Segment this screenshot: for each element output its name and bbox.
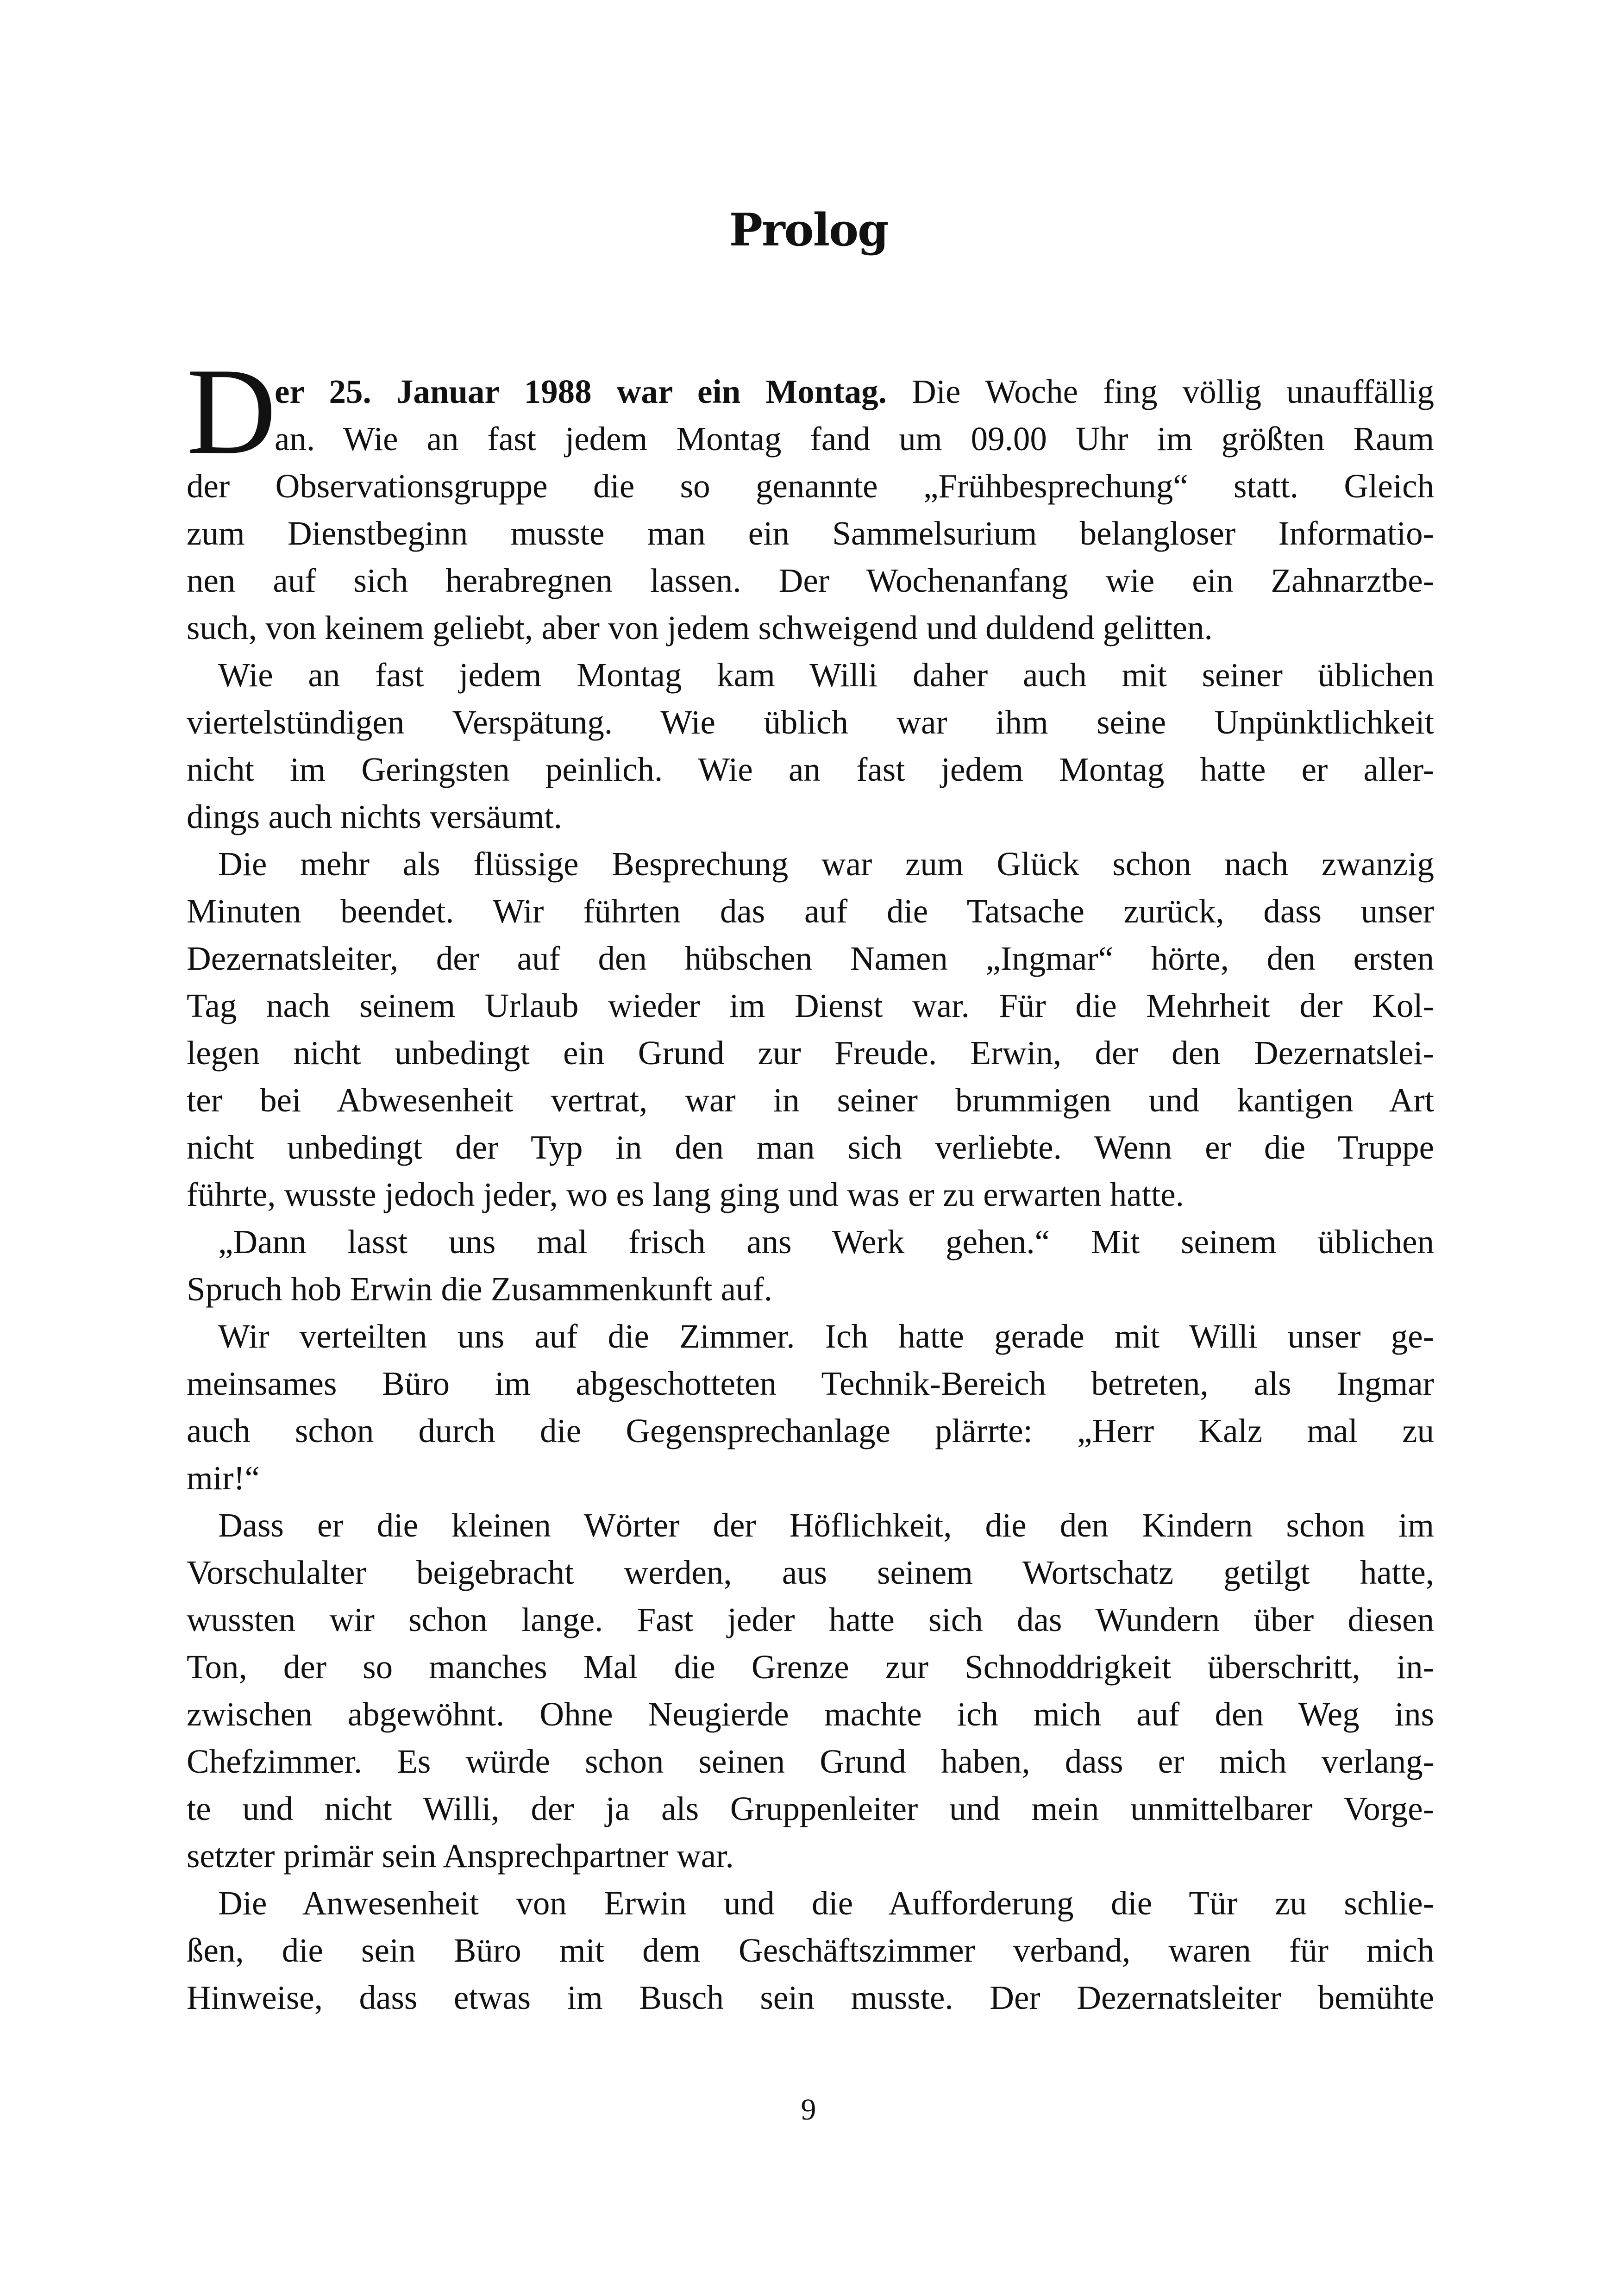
text-line: Ton, der so manches Mal die Grenze zur Schnoddrigkeit überschritt, in- xyxy=(187,1648,1434,1686)
text-line: „Dann lasst uns mal frisch ans Werk gehen.“ Mit seinem üblichen xyxy=(218,1223,1434,1261)
text-line: mir!“ xyxy=(187,1459,260,1497)
text-line: such, von keinem geliebt, aber von jedem schweigend und duldend gelitten. xyxy=(187,609,1213,646)
text-line: Minuten beendet. Wir führten das auf die Tatsache zurück, dass unser xyxy=(187,892,1434,930)
chapter-title: Prolog xyxy=(729,204,888,256)
text-line: ßen, die sein Büro mit dem Geschäftszimmer verband, waren für mich xyxy=(187,1932,1434,1969)
text-line: an. Wie an fast jedem Montag fand um 09.00 Uhr im größten Raum xyxy=(275,420,1434,458)
text-line: Dass er die kleinen Wörter der Höflichkeit, die den Kindern schon im xyxy=(218,1506,1434,1544)
text-line: dings auch nichts versäumt. xyxy=(187,798,562,835)
text-line: setzter primär sein Ansprechpartner war. xyxy=(187,1837,734,1875)
text-line: Vorschulalter beigebracht werden, aus seinem Wortschatz getilgt hatte, xyxy=(187,1554,1434,1591)
paragraph xyxy=(187,652,1434,841)
text-line: er 25. Januar 1988 war ein Montag. Die Woche fing völlig unauffällig xyxy=(275,373,1434,410)
text-line: zum Dienstbeginn musste man ein Sammelsurium belangloser Informatio- xyxy=(187,514,1434,552)
text-line: der Observationsgruppe die so genannte „Frühbesprechung“ statt. Gleich xyxy=(187,467,1434,505)
paragraph xyxy=(187,1880,1434,2021)
paragraph xyxy=(187,1313,1434,1502)
text-line: nicht im Geringsten peinlich. Wie an fast jedem Montag hatte er aller- xyxy=(187,751,1434,788)
text-line: Dezernatsleiter, der auf den hübschen Namen „Ingmar“ hörte, den ersten xyxy=(187,940,1434,977)
text-line: nen auf sich herabregnen lassen. Der Wochenanfang wie ein Zahnarztbe- xyxy=(187,562,1434,599)
text-line: legen nicht unbedingt ein Grund zur Freude. Erwin, der den Dezernatslei- xyxy=(187,1034,1434,1072)
drop-cap: D xyxy=(187,342,276,480)
text-line: Wie an fast jedem Montag kam Willi daher auch mit seiner üblichen xyxy=(218,656,1434,694)
text-line: zwischen abgewöhnt. Ohne Neugierde machte ich mich auf den Weg ins xyxy=(187,1695,1434,1733)
text-line: wussten wir schon lange. Fast jeder hatte sich das Wundern über diesen xyxy=(187,1601,1434,1638)
text-line: viertelstündigen Verspätung. Wie üblich war ihm seine Unpünktlichkeit xyxy=(187,703,1434,741)
text-line: ter bei Abwesenheit vertrat, war in seiner brummigen und kantigen Art xyxy=(187,1081,1434,1119)
paragraph xyxy=(187,1502,1434,1880)
text-line: te und nicht Willi, der ja als Gruppenleiter und mein unmittelbarer Vorge- xyxy=(187,1790,1434,1827)
text-line: führte, wusste jedoch jeder, wo es lang ging und was er zu erwarten hatte. xyxy=(187,1176,1184,1213)
text-line: Die mehr als flüssige Besprechung war zum Glück schon nach zwanzig xyxy=(218,845,1434,883)
paragraph xyxy=(187,841,1434,1218)
text-line: meinsames Büro im abgeschotteten Technik-Bereich betreten, als Ingmar xyxy=(187,1365,1434,1402)
text-line: Tag nach seinem Urlaub wieder im Dienst war. Für die Mehrheit der Kol- xyxy=(187,987,1434,1024)
text-line: Spruch hob Erwin die Zusammenkunft auf. xyxy=(187,1270,773,1308)
text-line: Hinweise, dass etwas im Busch sein musste. Der Dezernatsleiter bemühte xyxy=(187,1979,1434,2016)
text-line: auch schon durch die Gegensprechanlage plärrte: „Herr Kalz mal zu xyxy=(187,1412,1434,1449)
paragraph xyxy=(187,368,1434,652)
paragraph xyxy=(187,1218,1434,1313)
text-line: nicht unbedingt der Typ in den man sich verliebte. Wenn er die Truppe xyxy=(187,1129,1434,1166)
text-line: Die Anwesenheit von Erwin und die Aufforderung die Tür zu schlie- xyxy=(218,1884,1434,1922)
body-text xyxy=(187,368,1434,2021)
text-line: Chefzimmer. Es würde schon seinen Grund haben, dass er mich verlang- xyxy=(187,1743,1434,1780)
page-number: 9 xyxy=(801,2093,816,2127)
text-line: Wir verteilten uns auf die Zimmer. Ich hatte gerade mit Willi unser ge- xyxy=(218,1317,1434,1355)
